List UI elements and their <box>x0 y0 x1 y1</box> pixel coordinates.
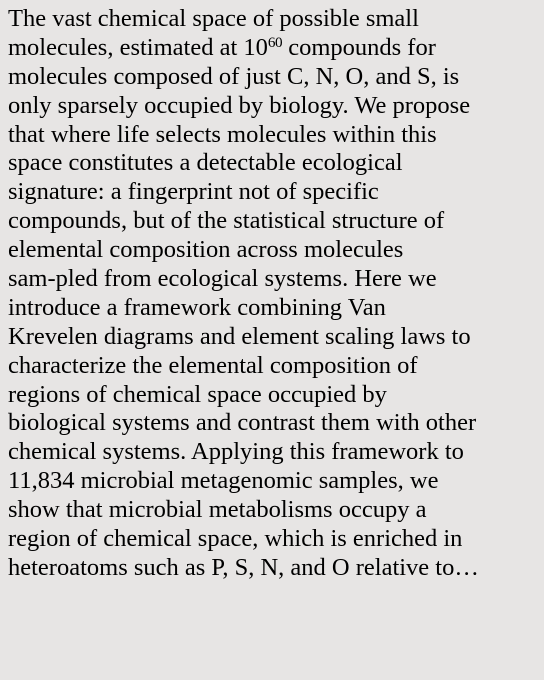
abstract-line-10: sam-pled from ecological systems. Here we <box>8 265 437 293</box>
abstract-line-4: only sparsely occupied by biology. We propose <box>8 91 471 119</box>
abstract-line-3: molecules composed of just C, N, O, and S, is <box>8 62 460 90</box>
abstract-line-20: heteroatoms such as P, S, N, and O relative to… <box>8 553 479 581</box>
abstract-line-1: The vast chemical space of possible small <box>8 5 419 32</box>
abstract-line-19: region of chemical space, which is enriched in <box>8 525 463 553</box>
abstract-line-6: space constitutes a detectable ecological <box>8 149 403 177</box>
abstract-line-15: biological systems and contrast them with other <box>8 409 477 437</box>
abstract-line-2 <box>8 34 540 63</box>
line-2-text-before: molecules, estimated at 10 <box>8 33 268 61</box>
abstract-line-5: that where life selects molecules within this <box>8 120 437 148</box>
abstract-line-17: 11,834 microbial metagenomic samples, we <box>8 467 439 495</box>
abstract-line-18: show that microbial metabolisms occupy a <box>8 496 427 524</box>
exponent-superscript: 60 <box>267 33 283 51</box>
line-2-text-after: compounds for <box>282 33 436 61</box>
abstract-line-12: Krevelen diagrams and element scaling laws to <box>8 322 471 350</box>
abstract-line-13: characterize the elemental composition of <box>8 351 418 379</box>
abstract-line-16: chemical systems. Applying this framework to <box>8 438 464 466</box>
abstract-line-8: compounds, but of the statistical structure of <box>8 207 445 235</box>
abstract-line-7: signature: a fingerprint not of specific <box>8 178 379 206</box>
abstract-line-9: elemental composition across molecules <box>8 236 404 264</box>
abstract-line-11: introduce a framework combining Van <box>8 293 386 321</box>
abstract-line-14: regions of chemical space occupied by <box>8 380 387 408</box>
